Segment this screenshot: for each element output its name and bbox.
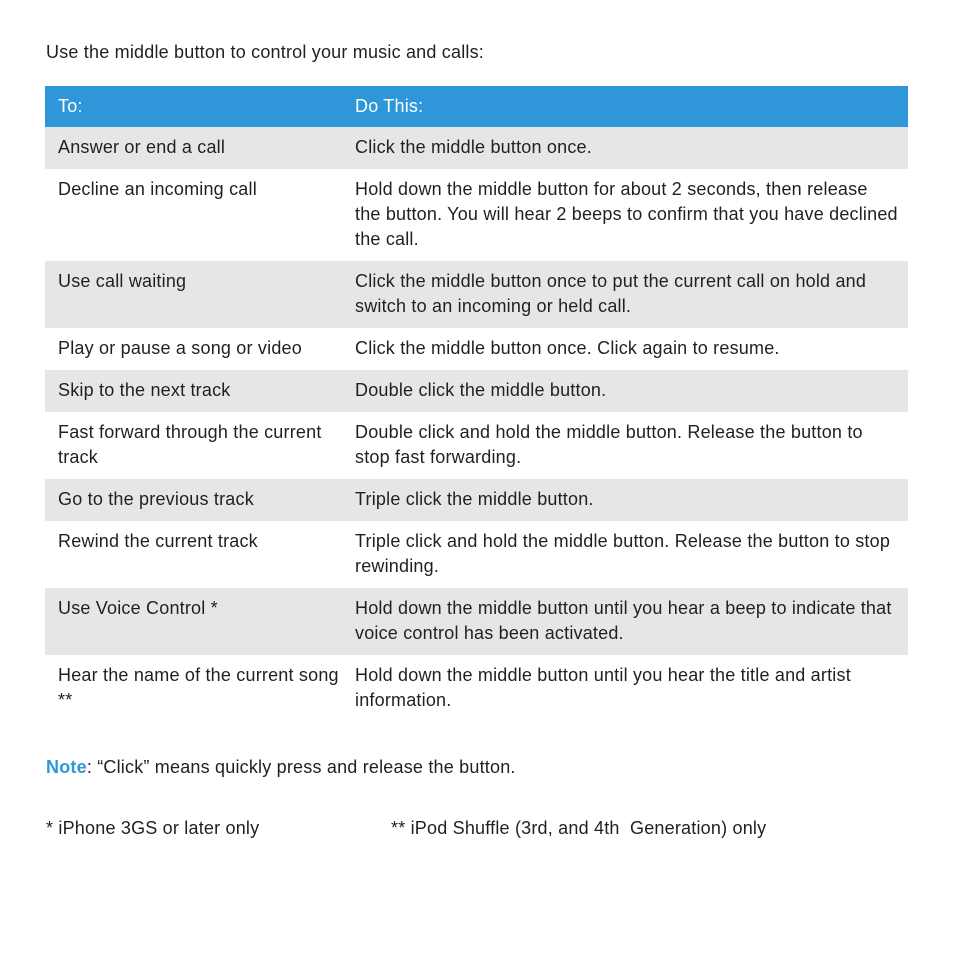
table-row [45,412,908,479]
row-to: Use Voice Control * [45,588,342,655]
note [46,757,516,778]
row-to: Play or pause a song or video [58,338,302,358]
header-do-this: Do This: [342,86,908,127]
row-to: Answer or end a call [45,127,342,169]
row-action: Hold down the middle button for about 2 seconds, then release the button. You will hear 2 beeps to confirm that you have declined the call. [355,179,898,249]
table-header-row [45,86,908,127]
row-to: Decline an incoming call [58,179,257,199]
row-action: Click the middle button once. [342,127,908,169]
row-to: Hear the name of the current song ** [58,665,339,710]
row-to: Use call waiting [45,261,342,328]
header-to: To: [45,86,342,127]
table-row [45,328,908,370]
row-action: Triple click and hold the middle button. Release the button to stop rewinding. [355,531,891,576]
note-label: Note [46,757,87,777]
row-action: Triple click the middle button. [342,479,908,521]
row-action: Double click the middle button. [342,370,908,412]
note-text: : “Click” means quickly press and release the button. [86,757,516,777]
row-to: Rewind the current track [58,531,258,551]
row-action: Hold down the middle button until you hear a beep to indicate that voice control has been activated. [342,588,908,655]
row-to: Skip to the next track [45,370,342,412]
controls-table [45,86,908,722]
row-action: Click the middle button once. Click again to resume. [355,338,780,358]
table-row [45,370,908,412]
row-to: Go to the previous track [45,479,342,521]
row-to: Fast forward through the current track [58,422,322,467]
table-row [45,479,908,521]
table-row [45,127,908,169]
row-action: Click the middle button once to put the current call on hold and switch to an incoming or held call. [342,261,908,328]
table-row [45,521,908,588]
row-action: Hold down the middle button until you hear the title and artist information. [355,665,851,710]
table-row [45,655,908,722]
table-row [45,588,908,655]
footnote-iphone: * iPhone 3GS or later only [46,818,260,838]
table-row [45,261,908,328]
row-action: Double click and hold the middle button. Release the button to stop fast forwarding. [355,422,863,467]
intro-text: Use the middle button to control your music and calls: [46,42,485,62]
footnote-ipod: ** iPod Shuffle (3rd, and 4th Generation) only [391,818,767,838]
table-row [45,169,908,261]
